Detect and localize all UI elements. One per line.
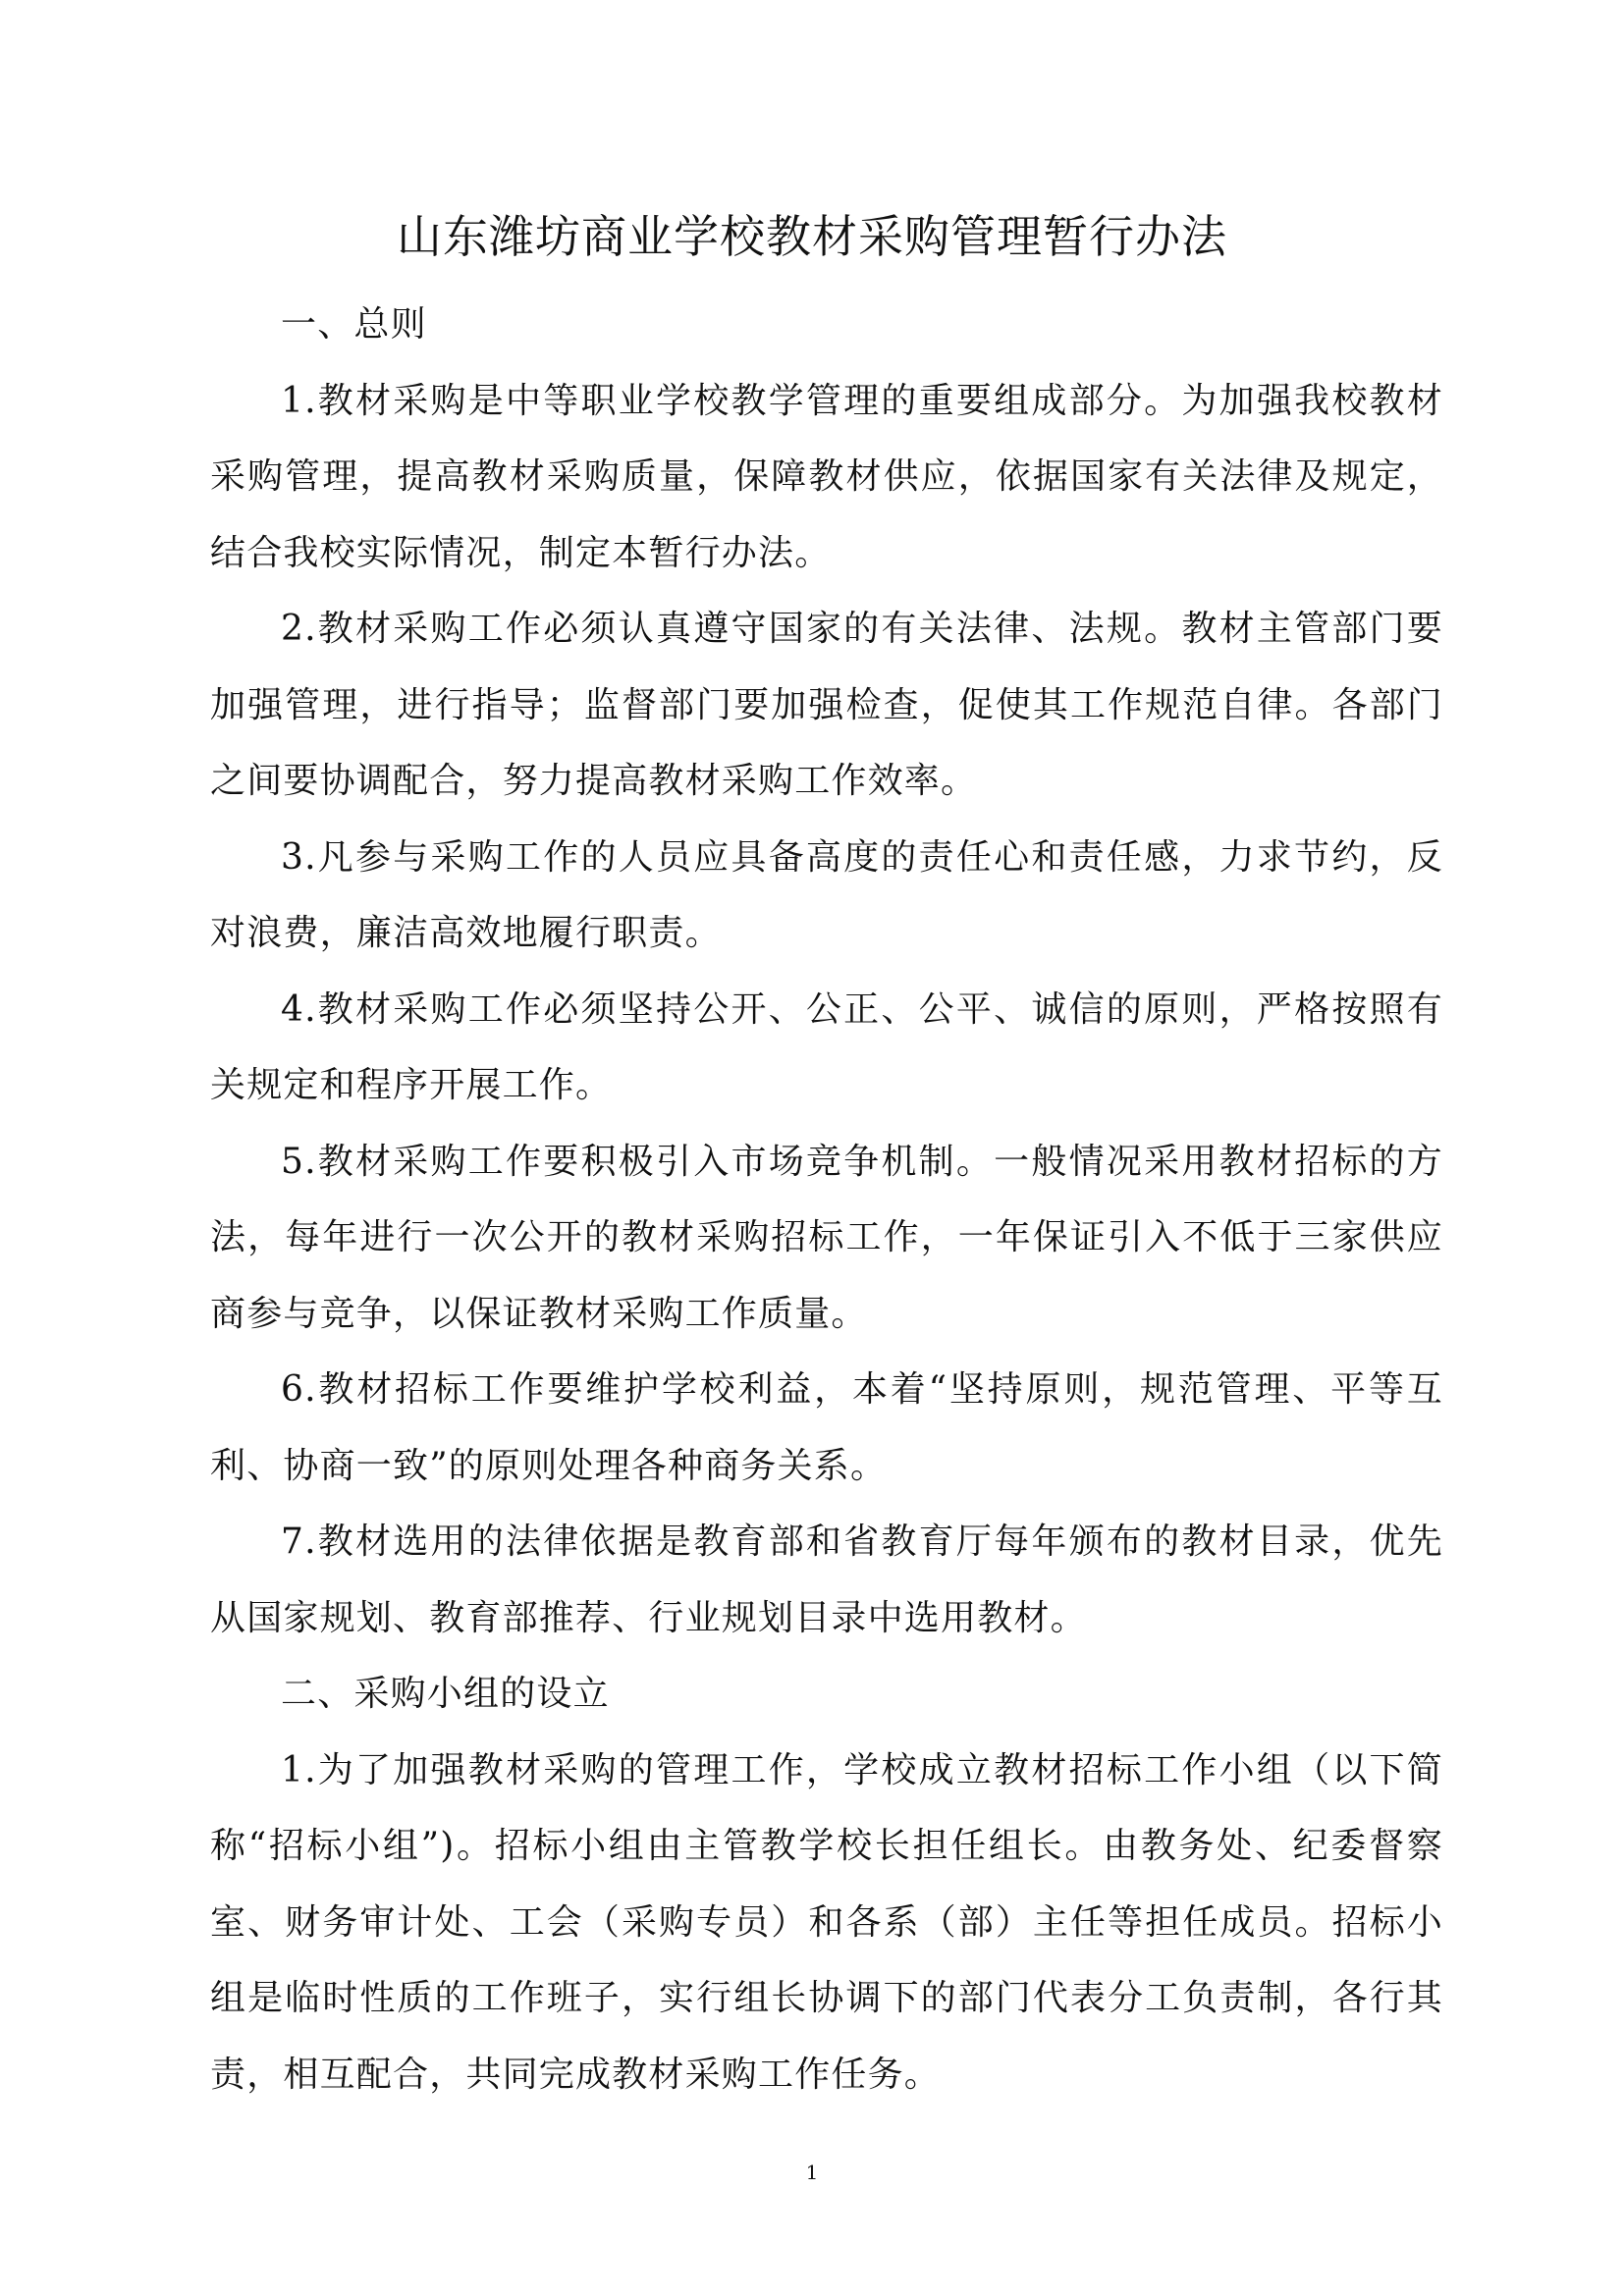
- page-number: 1: [805, 2161, 819, 2184]
- paragraph: 3.凡参与采购工作的人员应具备高度的责任心和责任感，力求节约，反对浪费，廉洁高效地履行职责。: [210, 836, 1443, 953]
- document-body: [210, 287, 1443, 2112]
- paragraph: 2.教材采购工作必须认真遵守国家的有关法律、法规。教材主管部门要加强管理，进行指导；监督部门要加强检查，促使其工作规范自律。各部门之间要协调配合，努力提高教材采购工作效率。: [210, 609, 1443, 801]
- section-heading-procurement-group: 二、采购小组的设立: [281, 1674, 610, 1714]
- paragraph: 7.教材选用的法律依据是教育部和省教育厅每年颁布的教材目录，优先从国家规划、教育部推荐、行业规划目录中选用教材。: [210, 1522, 1443, 1638]
- paragraph: 1.为了加强教材采购的管理工作，学校成立教材招标工作小组（以下简称“招标小组”)。招标小组由主管教学校长担任组长。由教务处、纪委督察室、财务审计处、工会（采购专员）和各系（部）主任等担任成员。招标小组是临时性质的工作班子，实行组长协调下的部门代表分工负责制，各行其责，相互配合，共同完成教材采购工作任务。: [210, 1749, 1443, 2095]
- section-heading-general: 一、总则: [281, 304, 427, 345]
- paragraph: 4.教材采购工作必须坚持公开、公正、公平、诚信的原则，严格按照有关规定和程序开展工作。: [210, 988, 1443, 1105]
- paragraph: 5.教材采购工作要积极引入市场竞争机制。一般情况采用教材招标的方法，每年进行一次公开的教材采购招标工作，一年保证引入不低于三家供应商参与竞争，以保证教材采购工作质量。: [210, 1141, 1443, 1334]
- document-title: 山东潍坊商业学校教材采购管理暂行办法: [397, 210, 1227, 263]
- paragraph: 1.教材采购是中等职业学校教学管理的重要组成部分。为加强我校教材采购管理，提高教材采购质量，保障教材供应，依据国家有关法律及规定，结合我校实际情况，制定本暂行办法。: [210, 380, 1443, 573]
- paragraph: 6.教材招标工作要维护学校利益，本着“坚持原则，规范管理、平等互利、协商一致”的原则处理各种商务关系。: [210, 1369, 1443, 1486]
